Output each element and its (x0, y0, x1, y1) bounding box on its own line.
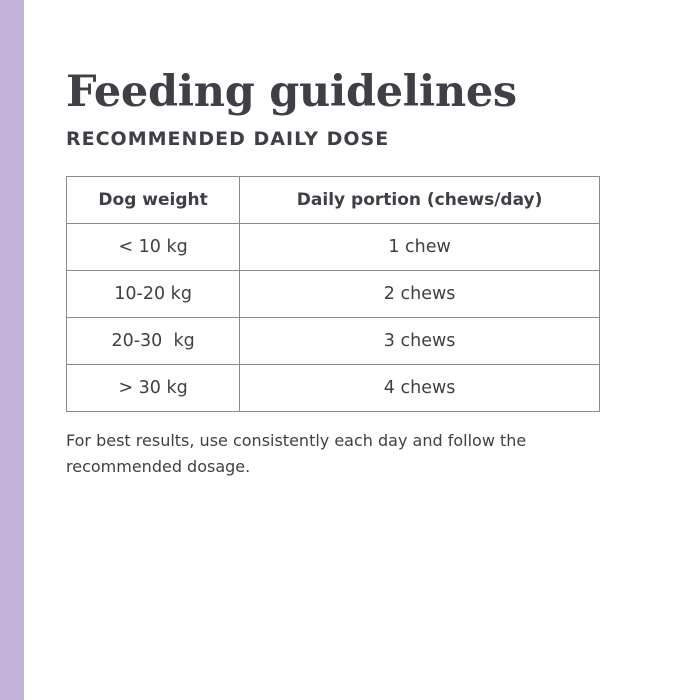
page-subtitle: RECOMMENDED DAILY DOSE (66, 128, 390, 150)
header-dog-weight: Dog weight (67, 177, 240, 224)
dosage-table (66, 176, 600, 412)
heading-block (66, 62, 606, 152)
table-row (67, 271, 600, 318)
portion-cell: 2 chews (240, 271, 600, 318)
weight-cell: 10-20 kg (67, 271, 240, 318)
portion-cell: 4 chews (240, 365, 600, 412)
weight-cell: 20-30 kg (67, 318, 240, 365)
usage-note: For best results, use consistently each day and follow the recommended dosage. (66, 431, 527, 476)
weight-cell: < 10 kg (67, 224, 240, 271)
table-header-row (67, 177, 600, 224)
table-row (67, 224, 600, 271)
header-daily-portion: Daily portion (chews/day) (240, 177, 600, 224)
portion-cell: 3 chews (240, 318, 600, 365)
portion-cell: 1 chew (240, 224, 600, 271)
weight-cell: > 30 kg (67, 365, 240, 412)
page-title: Feeding guidelines (66, 67, 517, 117)
accent-bar (0, 0, 24, 700)
table-row (67, 318, 600, 365)
table-row (67, 365, 600, 412)
